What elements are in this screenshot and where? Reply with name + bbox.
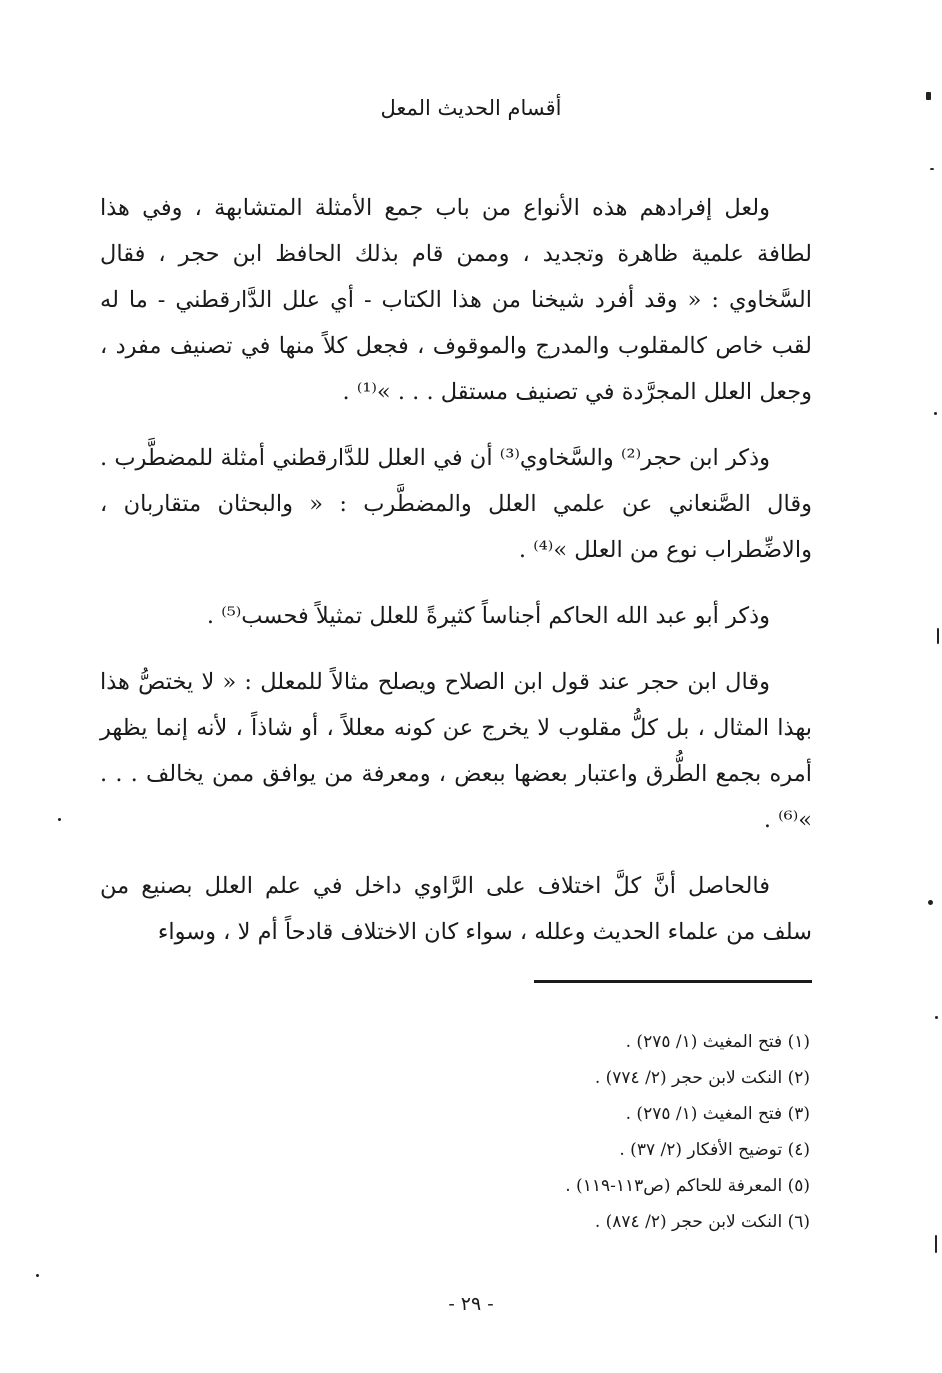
scan-speck (928, 900, 933, 905)
footnote-separator (534, 980, 812, 983)
scan-speck (935, 1016, 938, 1019)
footnote-5: (٥) المعرفة للحاكم (ص١١٣-١١٩) . (565, 1176, 810, 1196)
footnote-3: (٣) فتح المغيث (١/ ٢٧٥) . (625, 1104, 810, 1124)
footnote-2: (٢) النكت لابن حجر (٢/ ٧٧٤) . (594, 1068, 810, 1088)
footnotes-list (565, 1024, 810, 1240)
scan-speck (930, 168, 934, 170)
main-text (100, 185, 812, 955)
paragraph-3: وذكر أبو عبد الله الحاكم أجناساً كثيرةً للعلل تمثيلاً فحسب⁽⁵⁾ . (206, 603, 770, 629)
running-header: أقسام الحديث المعل (380, 96, 562, 120)
scan-speck (937, 628, 939, 644)
paragraph-2: وذكر ابن حجر⁽²⁾ والسَّخاوي⁽³⁾ أن في العلل للدَّارقطني أمثلة للمضطَّرب . وقال الصَّنعاني عن علمي العلل والمضطَّرب : « والبحثان متقاربان ، والاضِّطراب نوع من العلل »⁽⁴⁾ . (100, 445, 812, 563)
scan-speck (935, 1235, 937, 1253)
paragraph-5: فالحاصل أنَّ كلَّ اختلاف على الرَّاوي داخل في علم العلل بصنيع من سلف من علماء الحديث وعلله ، سواء كان الاختلاف قادحاً أم لا ، وسواء (100, 873, 812, 945)
footnote-4: (٤) توضيح الأفكار (٢/ ٣٧) . (619, 1140, 810, 1160)
scan-speck (934, 412, 937, 415)
scan-speck (58, 818, 61, 821)
paragraph-1: ولعل إفرادهم هذه الأنواع من باب جمع الأمثلة المتشابهة ، وفي هذا لطافة علمية ظاهرة وتجديد ، وممن قام بذلك الحافظ ابن حجر ، فقال السَّخاوي : « وقد أفرد شيخنا من هذا الكتاب - أي علل الدَّارقطني - ما له لقب خاص كالمقلوب والمدرج والموقوف ، فجعل كلاً منها في تصنيف مفرد ، وجعل العلل المجرَّدة في تصنيف مستقل . . . »⁽¹⁾ . (100, 195, 812, 405)
scan-speck (36, 1274, 39, 1277)
paragraph-4: وقال ابن حجر عند قول ابن الصلاح ويصلح مثالاً للمعلل : « لا يختصُّ هذا بهذا المثال ، بل كلُّ مقلوب لا يخرج عن كونه معللاً ، أو شاذاً ، لأنه إنما يظهر أمره بجمع الطُّرق واعتبار بعضها ببعض ، ومعرفة من يوافق ممن يخالف . . . »⁽⁶⁾ . (100, 669, 812, 833)
footnote-6: (٦) النكت لابن حجر (٢/ ٨٧٤) . (594, 1212, 810, 1232)
scan-speck (926, 92, 931, 100)
page-number: - ٢٩ - (448, 1293, 494, 1315)
footnote-1: (١) فتح المغيث (١/ ٢٧٥) . (625, 1032, 810, 1052)
